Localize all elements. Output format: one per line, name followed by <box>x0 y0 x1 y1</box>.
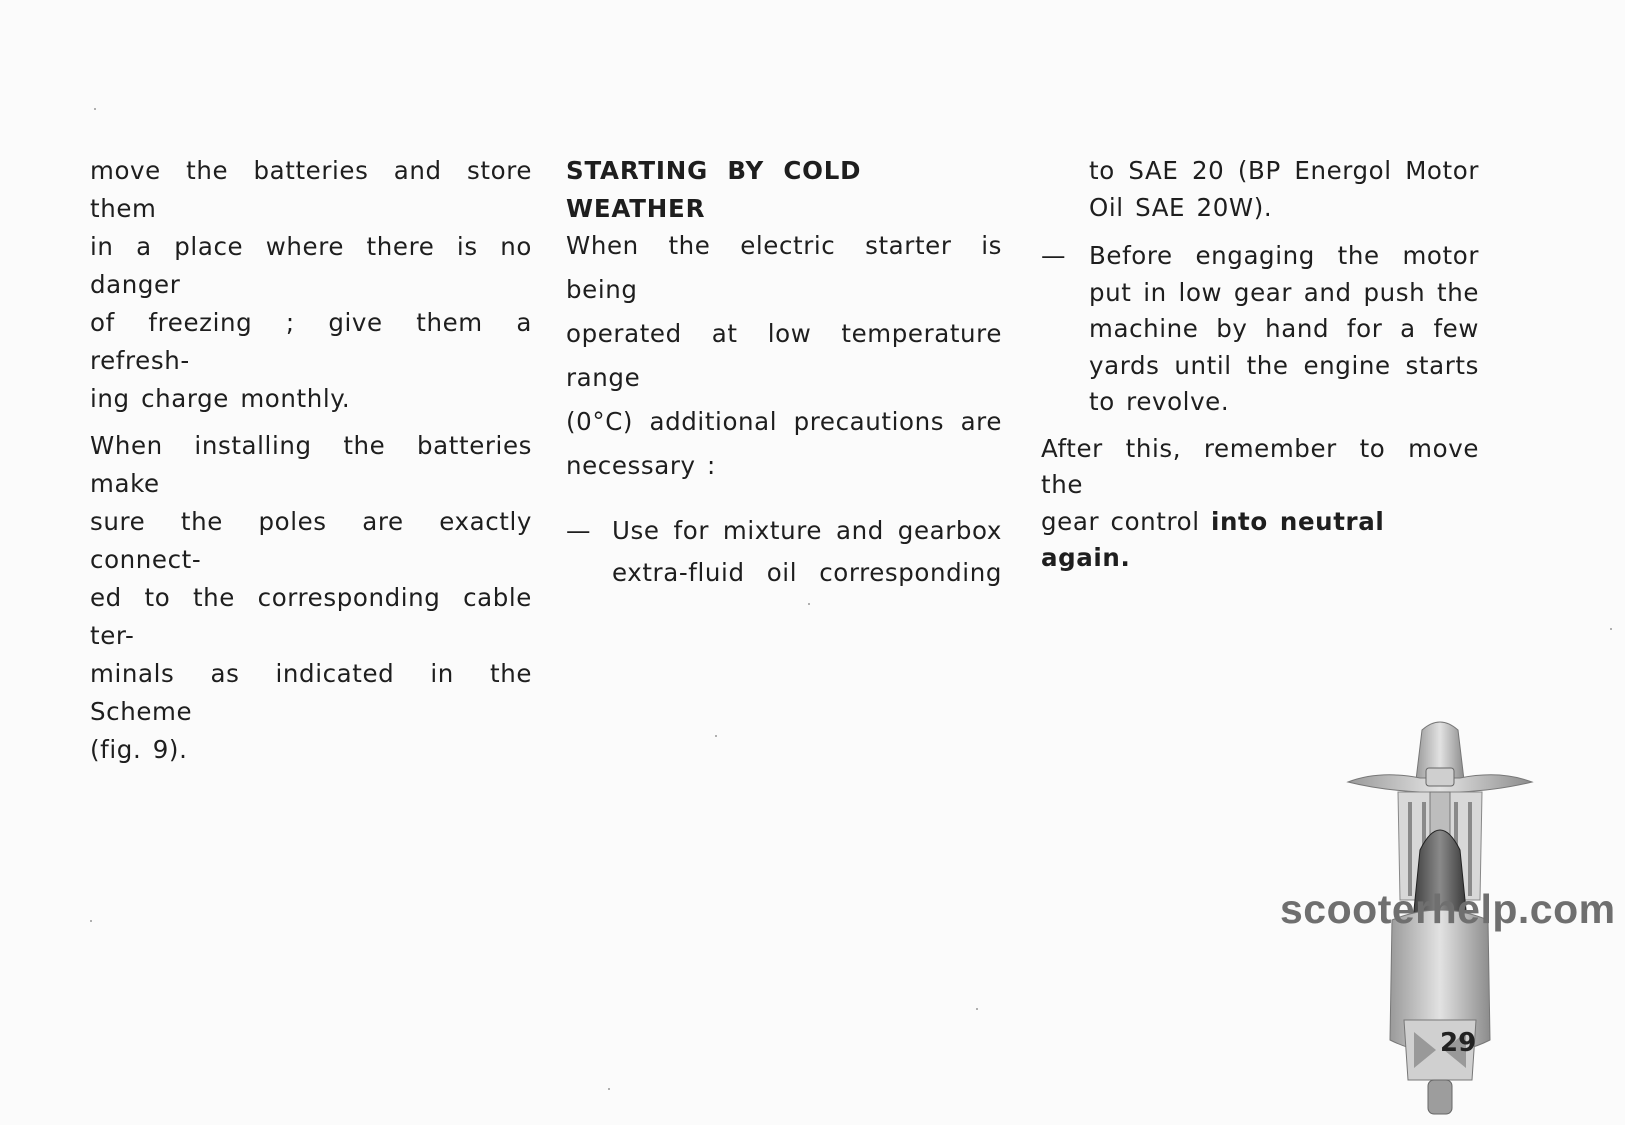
column-middle <box>566 152 1002 594</box>
text-line: machine by hand for a few <box>1089 314 1479 343</box>
text-line: Oil SAE 20W). <box>1089 193 1273 222</box>
section-heading: STARTING BY COLD WEATHER <box>566 156 862 223</box>
page-number: 29 <box>1440 1028 1477 1058</box>
text-line: ing charge monthly. <box>90 384 351 413</box>
scan-speck <box>608 1088 610 1090</box>
text-line <box>1041 504 1479 577</box>
scan-speck <box>1610 628 1612 630</box>
text-line: to revolve. <box>1089 387 1230 416</box>
text-line: When installing the batteries make <box>90 431 532 498</box>
text-fragment: gear control <box>1041 506 1200 536</box>
dash-bullet: — <box>566 516 592 545</box>
text-line: When the electric starter is being <box>566 231 1002 304</box>
text-line: put in low gear and push the <box>1089 277 1479 307</box>
text-line: extra-fluid oil corresponding <box>612 558 1002 587</box>
text-line: Before engaging the motor <box>1089 241 1479 270</box>
scan-speck <box>976 1008 978 1010</box>
continued-item <box>1041 152 1479 226</box>
text-line: move the batteries and store them <box>90 156 532 223</box>
text-line: operated at low temperature range <box>566 319 1002 392</box>
dash-list-item <box>1041 238 1479 421</box>
text-line: After this, remember to move the <box>1041 433 1479 499</box>
text-line: necessary : <box>566 451 716 480</box>
text-line: in a place where there is no danger <box>90 232 532 299</box>
scan-speck <box>808 603 810 605</box>
dash-list-item <box>566 510 1002 594</box>
text-line: ed to the corresponding cable ter- <box>90 583 532 650</box>
column-left <box>90 152 532 769</box>
scan-speck <box>90 920 92 922</box>
scan-speck <box>715 735 717 737</box>
text-line: to SAE 20 (BP Energol Motor <box>1089 156 1479 185</box>
text-line: sure the poles are exactly connect- <box>90 507 532 574</box>
watermark-text: scooterhelp.com <box>1280 886 1616 932</box>
bold-text: into neutral again. <box>1041 506 1385 572</box>
text-line: minals as indicated in the Scheme <box>90 659 532 726</box>
column-right <box>1041 152 1479 577</box>
scan-speck <box>94 108 96 110</box>
text-line: Use for mixture and gearbox <box>612 516 1002 545</box>
text-line: of freezing ; give them a refresh- <box>90 308 532 375</box>
dash-bullet: — <box>1041 241 1067 270</box>
text-line: (0°C) additional precautions are <box>566 407 1002 436</box>
text-line: (fig. 9). <box>90 735 188 764</box>
text-line: yards until the engine starts <box>1089 350 1479 380</box>
